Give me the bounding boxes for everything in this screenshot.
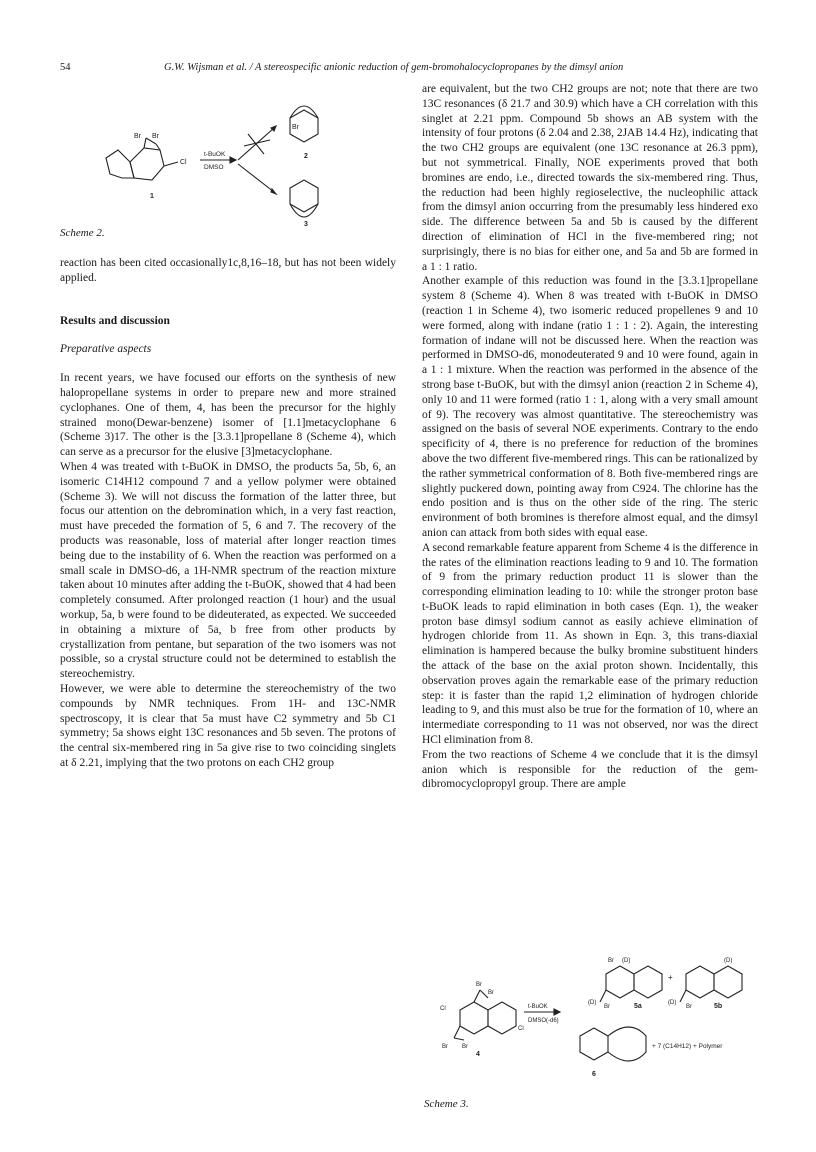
left-column xyxy=(60,256,396,771)
paragraph: reaction has been cited occasionally1c,8,16–18, but has not been widely applied. xyxy=(60,257,396,284)
scheme3-atom-br-7: Br xyxy=(686,1004,692,1010)
scheme3-label-4: 4 xyxy=(476,1051,480,1058)
paragraph: When 4 was treated with t-BuOK in DMSO, the products 5a, 5b, 6, an isomeric C14H12 compound 7 and a yellow polymer were obtained (Scheme 3). We will not discuss the formation of the latter three, but focus our attention on the debromination which, in a very fast reaction, must have preceded the formation of 5, 6 and 7. The recovery of the products was reasonable, loss of material after longer reaction times being due to the instability of 6. When the reaction was performed on a small scale in DMSO-d6, a 1H-NMR spectrum of the reaction mixture taken about 10 minutes after adding the t-BuOK, showed that 4 had been completely consumed. After prolonged reaction (1 hour) and the usual workup, 5a, b were found to be dideuterated, as expected. We succeeded in obtaining a mixture of 5a, b free from other products by crystallization from pentane, but separation of the two isomers was not possible, so a crystal structure could not be determined to establish the stereochemistry. xyxy=(60,460,396,681)
scheme3-side-products: + 7 (C14H12) + Polymer xyxy=(652,1043,723,1050)
scheme3-atom-d-4: (D) xyxy=(724,958,733,964)
scheme2-reagent-bottom: DMSO xyxy=(204,164,224,171)
paragraph: From the two reactions of Scheme 4 we conclude that it is the dimsyl anion which is responsible for the reduction of the gem-dibromocyclopropyl group. There are ample xyxy=(422,748,758,791)
scheme-3-figure xyxy=(424,952,764,1092)
scheme3-atom-d-1: (D) xyxy=(588,1000,597,1006)
scheme-2-caption: Scheme 2. xyxy=(60,227,105,239)
running-title: G.W. Wijsman et al. / A stereospecific anionic reduction of gem-bromohalocyclopropanes by the dimsyl anion xyxy=(164,62,624,73)
scheme3-atom-d-2: (D) xyxy=(622,958,631,964)
scheme3-atom-d-3: (D) xyxy=(668,1000,677,1006)
paragraph: A second remarkable feature apparent from Scheme 4 is the difference in the rates of the elimination reactions leading to 9 and 10. The formation of 9 from the primary reduction product 11 is slower than the corresponding elimination leading to 10: while the stronger proton base t-BuOK leads to rapid elimination in both cases (Eqn. 1), the weaker proton base dimsyl sodium cannot as easily achieve elimination of hydrogen chloride from 11. As shown in Eqn. 3, this trans-diaxial elimination is hampered because the bulky bromine substituent hinders the attack of the base on the axial proton shown. Incidentally, this observation proves again the remarkable ease of the primary reduction step: it is faster than the rapid 1,2 elimination of hydrogen chloride leading to 9, and this must also be true for the formation of 10, where an intermediate corresponding to 11 was not observed, nor was the direct HCl elimination from 8. xyxy=(422,541,759,747)
scheme2-atom-br-3: Br xyxy=(292,124,299,131)
paragraph: Another example of this reduction was found in the [3.3.1]propellane system 8 (Scheme 4). When 8 was treated with t-BuOK in DMSO (reaction 1 in Scheme 4), two isomeric reduced propellenes 9 and 10 were formed, along with indane (ratio 1 : 1 : 2). Again, the interesting formation of indane will not be discussed here. When the reaction was performed in DMSO-d6, monodeuterated 9 and 10 were found, again in a 1 : 1 mixture. When the reaction was performed in the absence of the strong base t-BuOK, but with the dimsyl anion (reaction 2 in Scheme 4), only 10 and 11 were formed (ratio 1 : 1, along with a very small amount of 9). The recovery was almost quantitative. The stereochemistry was assigned on the basis of several NOE experiments. Contrary to the endo specificity of 4, there is no preference for reduction of the bromines above the two different five-membered rings. This can be rationalized by the rather symmetrical conformation of 8. Both five-membered rings are slightly puckered down, pointing away from C924. The chlorine has the endo position and is thus on the other side of the ring. The steric environment of both bromines is therefore almost equal, and the dimsyl anion can attack from both sides with equal ease. xyxy=(422,275,758,539)
scheme3-atom-br-3: Br xyxy=(442,1044,448,1050)
scheme3-atom-cl-1: Cl xyxy=(440,1006,446,1012)
scheme3-label-5b: 5b xyxy=(714,1003,723,1010)
right-column xyxy=(422,82,758,792)
scheme3-reagent-top: t-BuOK xyxy=(528,1004,548,1010)
scheme3-reagent-bottom: DMSO(-d6) xyxy=(528,1018,559,1024)
scheme2-label-2: 2 xyxy=(304,153,308,160)
scheme3-label-6: 6 xyxy=(592,1071,596,1078)
page-number: 54 xyxy=(60,62,71,73)
scheme2-atom-cl: Cl xyxy=(180,159,187,166)
scheme3-plus: + xyxy=(668,973,673,982)
paragraph: However, we were able to determine the stereochemistry of the two compounds by NMR techniques. From 1H- and 13C-NMR spectroscopy, it is clear that 5a must have C2 symmetry and 5b C1 symmetry; 5a shows eight 13C resonances and 5b seven. The protons of the central six-membered ring in 5a give rise to two coinciding singlets at δ 2.21, implying that the two protons on each CH2 group xyxy=(60,682,396,769)
scheme3-atom-br-2: Br xyxy=(488,990,494,996)
scheme3-atom-br-4: Br xyxy=(462,1044,468,1050)
subsection-heading: Preparative aspects xyxy=(60,343,152,356)
paragraph: are equivalent, but the two CH2 groups are not; note that there are two 13C resonances (δ 21.7 and 30.9) which have a CH correlation with this singlet at 2.21 ppm. Compound 5b shows an AB system with the intensity of four protons (δ 2.04 and 2.38, 2JAB 14.4 Hz), indicating that the two CH2 groups are equivalent (one 13C resonance at 26.3 ppm), but not symmetrical. Finally, NOE experiments proved that both bromines are endo, i.e., directed towards the six-membered ring. Thus, the reduction had been highly regioselective, the nucleophilic attack from the dimsyl anion occurring from the presumably less hindered exo side. The difference between 5a and 5b is caused by the different direction of elimination of HCl in the five-membered ring; not surprisingly, there is no bias for either one, and 5a and 5b are formed in a 1 : 1 ratio. xyxy=(422,83,758,273)
scheme-2-figure xyxy=(60,88,400,240)
scheme3-atom-br-1: Br xyxy=(476,982,482,988)
scheme3-atom-br-6: Br xyxy=(604,1004,610,1010)
scheme2-label-1: 1 xyxy=(150,193,154,200)
section-heading: Results and discussion xyxy=(60,314,170,327)
scheme3-atom-br-5: Br xyxy=(608,958,614,964)
scheme2-atom-br-2: Br xyxy=(152,133,159,140)
scheme2-reagent-top: t-BuOK xyxy=(204,151,226,158)
paragraph: In recent years, we have focused our efforts on the synthesis of new halopropellane systems in order to prepare new and more strained cyclophanes. One of them, 4, has been the precursor for the highly strained mono(Dewar-benzene) isomer of [1.1]metacyclophane 6 (Scheme 3)17. The other is the [3.3.1]propellane 8 (Scheme 4), which can serve as a precursor for the elusive [3]metacyclophane. xyxy=(60,372,396,459)
scheme2-atom-br-1: Br xyxy=(134,133,141,140)
scheme2-label-3: 3 xyxy=(304,221,308,228)
scheme-3-caption: Scheme 3. xyxy=(424,1098,469,1110)
scheme3-label-5a: 5a xyxy=(634,1003,642,1010)
scheme3-atom-cl-2: Cl xyxy=(518,1026,524,1032)
